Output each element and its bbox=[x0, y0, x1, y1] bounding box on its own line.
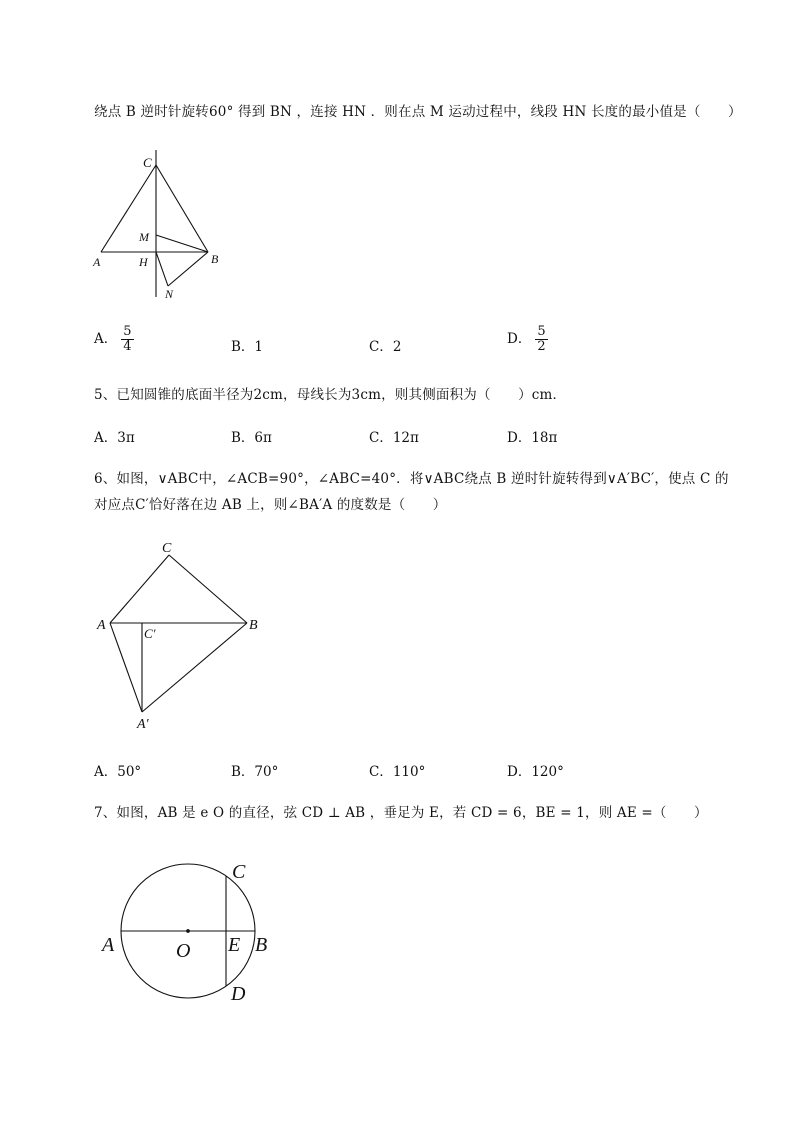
q6-option-c[interactable]: C．110° bbox=[369, 764, 426, 780]
q4-text: 绕点 B 逆时针旋转60° 得到 BN ，连接 HN ．则在点 M 运动过程中，线段 HN 长度的最小值是（ ） bbox=[94, 104, 742, 120]
q5-option-a[interactable]: A．3π bbox=[94, 430, 135, 446]
q7-label-c: C bbox=[232, 861, 246, 883]
q5-options bbox=[94, 426, 694, 454]
q4-label-h: H bbox=[139, 255, 148, 269]
frac-denominator: 2 bbox=[537, 339, 546, 354]
q6-option-d[interactable]: D．120° bbox=[507, 764, 564, 780]
q7-label-e: E bbox=[228, 934, 241, 956]
fraction-5-2 bbox=[535, 325, 547, 354]
q5-option-d[interactable]: D．18π bbox=[507, 430, 558, 446]
q7-label-o: O bbox=[176, 940, 191, 962]
q6-option-a[interactable]: A．50° bbox=[94, 764, 142, 780]
q6-label-ap: A′ bbox=[137, 717, 149, 732]
q6-line2: 对应点C′恰好落在边 AB 上，则∠BA′A 的度数是（ ） bbox=[94, 497, 447, 513]
option-d-prefix: D． bbox=[507, 331, 532, 347]
q6-label-a: A bbox=[97, 618, 106, 633]
frac-numerator: 5 bbox=[123, 324, 132, 339]
q4-label-b: B bbox=[211, 252, 219, 266]
q4-options bbox=[94, 325, 694, 361]
q6-line1: 6、如图，∨ABC中，∠ACB=90°，∠ABC=40°．将∨ABC绕点 B 逆时针旋转得到∨A′BC′，使点 C 的 bbox=[94, 471, 729, 487]
q6-label-c: C bbox=[162, 541, 172, 556]
q6-label-b: B bbox=[249, 618, 258, 633]
q4-label-m: M bbox=[139, 230, 149, 244]
q6-options bbox=[94, 760, 694, 788]
q4-label-n: N bbox=[165, 287, 174, 301]
q4-option-b[interactable]: B．1 bbox=[231, 339, 264, 355]
frac-numerator: 5 bbox=[537, 324, 546, 339]
option-a-prefix: A． bbox=[94, 331, 118, 347]
q7-label-a: A bbox=[102, 934, 115, 956]
q6-figure bbox=[90, 535, 270, 735]
q4-label-c: C bbox=[143, 155, 152, 170]
frac-denominator: 4 bbox=[123, 339, 132, 354]
fraction-5-4 bbox=[121, 325, 133, 354]
q4-figure bbox=[88, 150, 238, 305]
q4-option-d[interactable] bbox=[507, 325, 548, 354]
q7-figure bbox=[95, 855, 285, 1010]
q6-option-b[interactable]: B．70° bbox=[231, 764, 279, 780]
q5-option-b[interactable]: B．6π bbox=[231, 430, 272, 446]
q7-label-d: D bbox=[231, 983, 246, 1005]
q7-label-b: B bbox=[255, 934, 268, 956]
q4-option-a[interactable] bbox=[94, 325, 134, 354]
q6-label-cp: C′ bbox=[144, 626, 156, 641]
q5-option-c[interactable]: C．12π bbox=[369, 430, 419, 446]
q4-option-c[interactable]: C．2 bbox=[369, 339, 402, 355]
q4-label-a: A bbox=[93, 255, 101, 269]
q5-text: 5、已知圆锥的底面半径为2cm，母线长为3cm，则其侧面积为（ ）cm． bbox=[94, 387, 567, 403]
q7-text: 7、如图，AB 是 e O 的直径，弦 CD ⊥ AB ，垂足为 E，若 CD = 6，BE = 1，则 AE =（ ） bbox=[94, 805, 708, 821]
